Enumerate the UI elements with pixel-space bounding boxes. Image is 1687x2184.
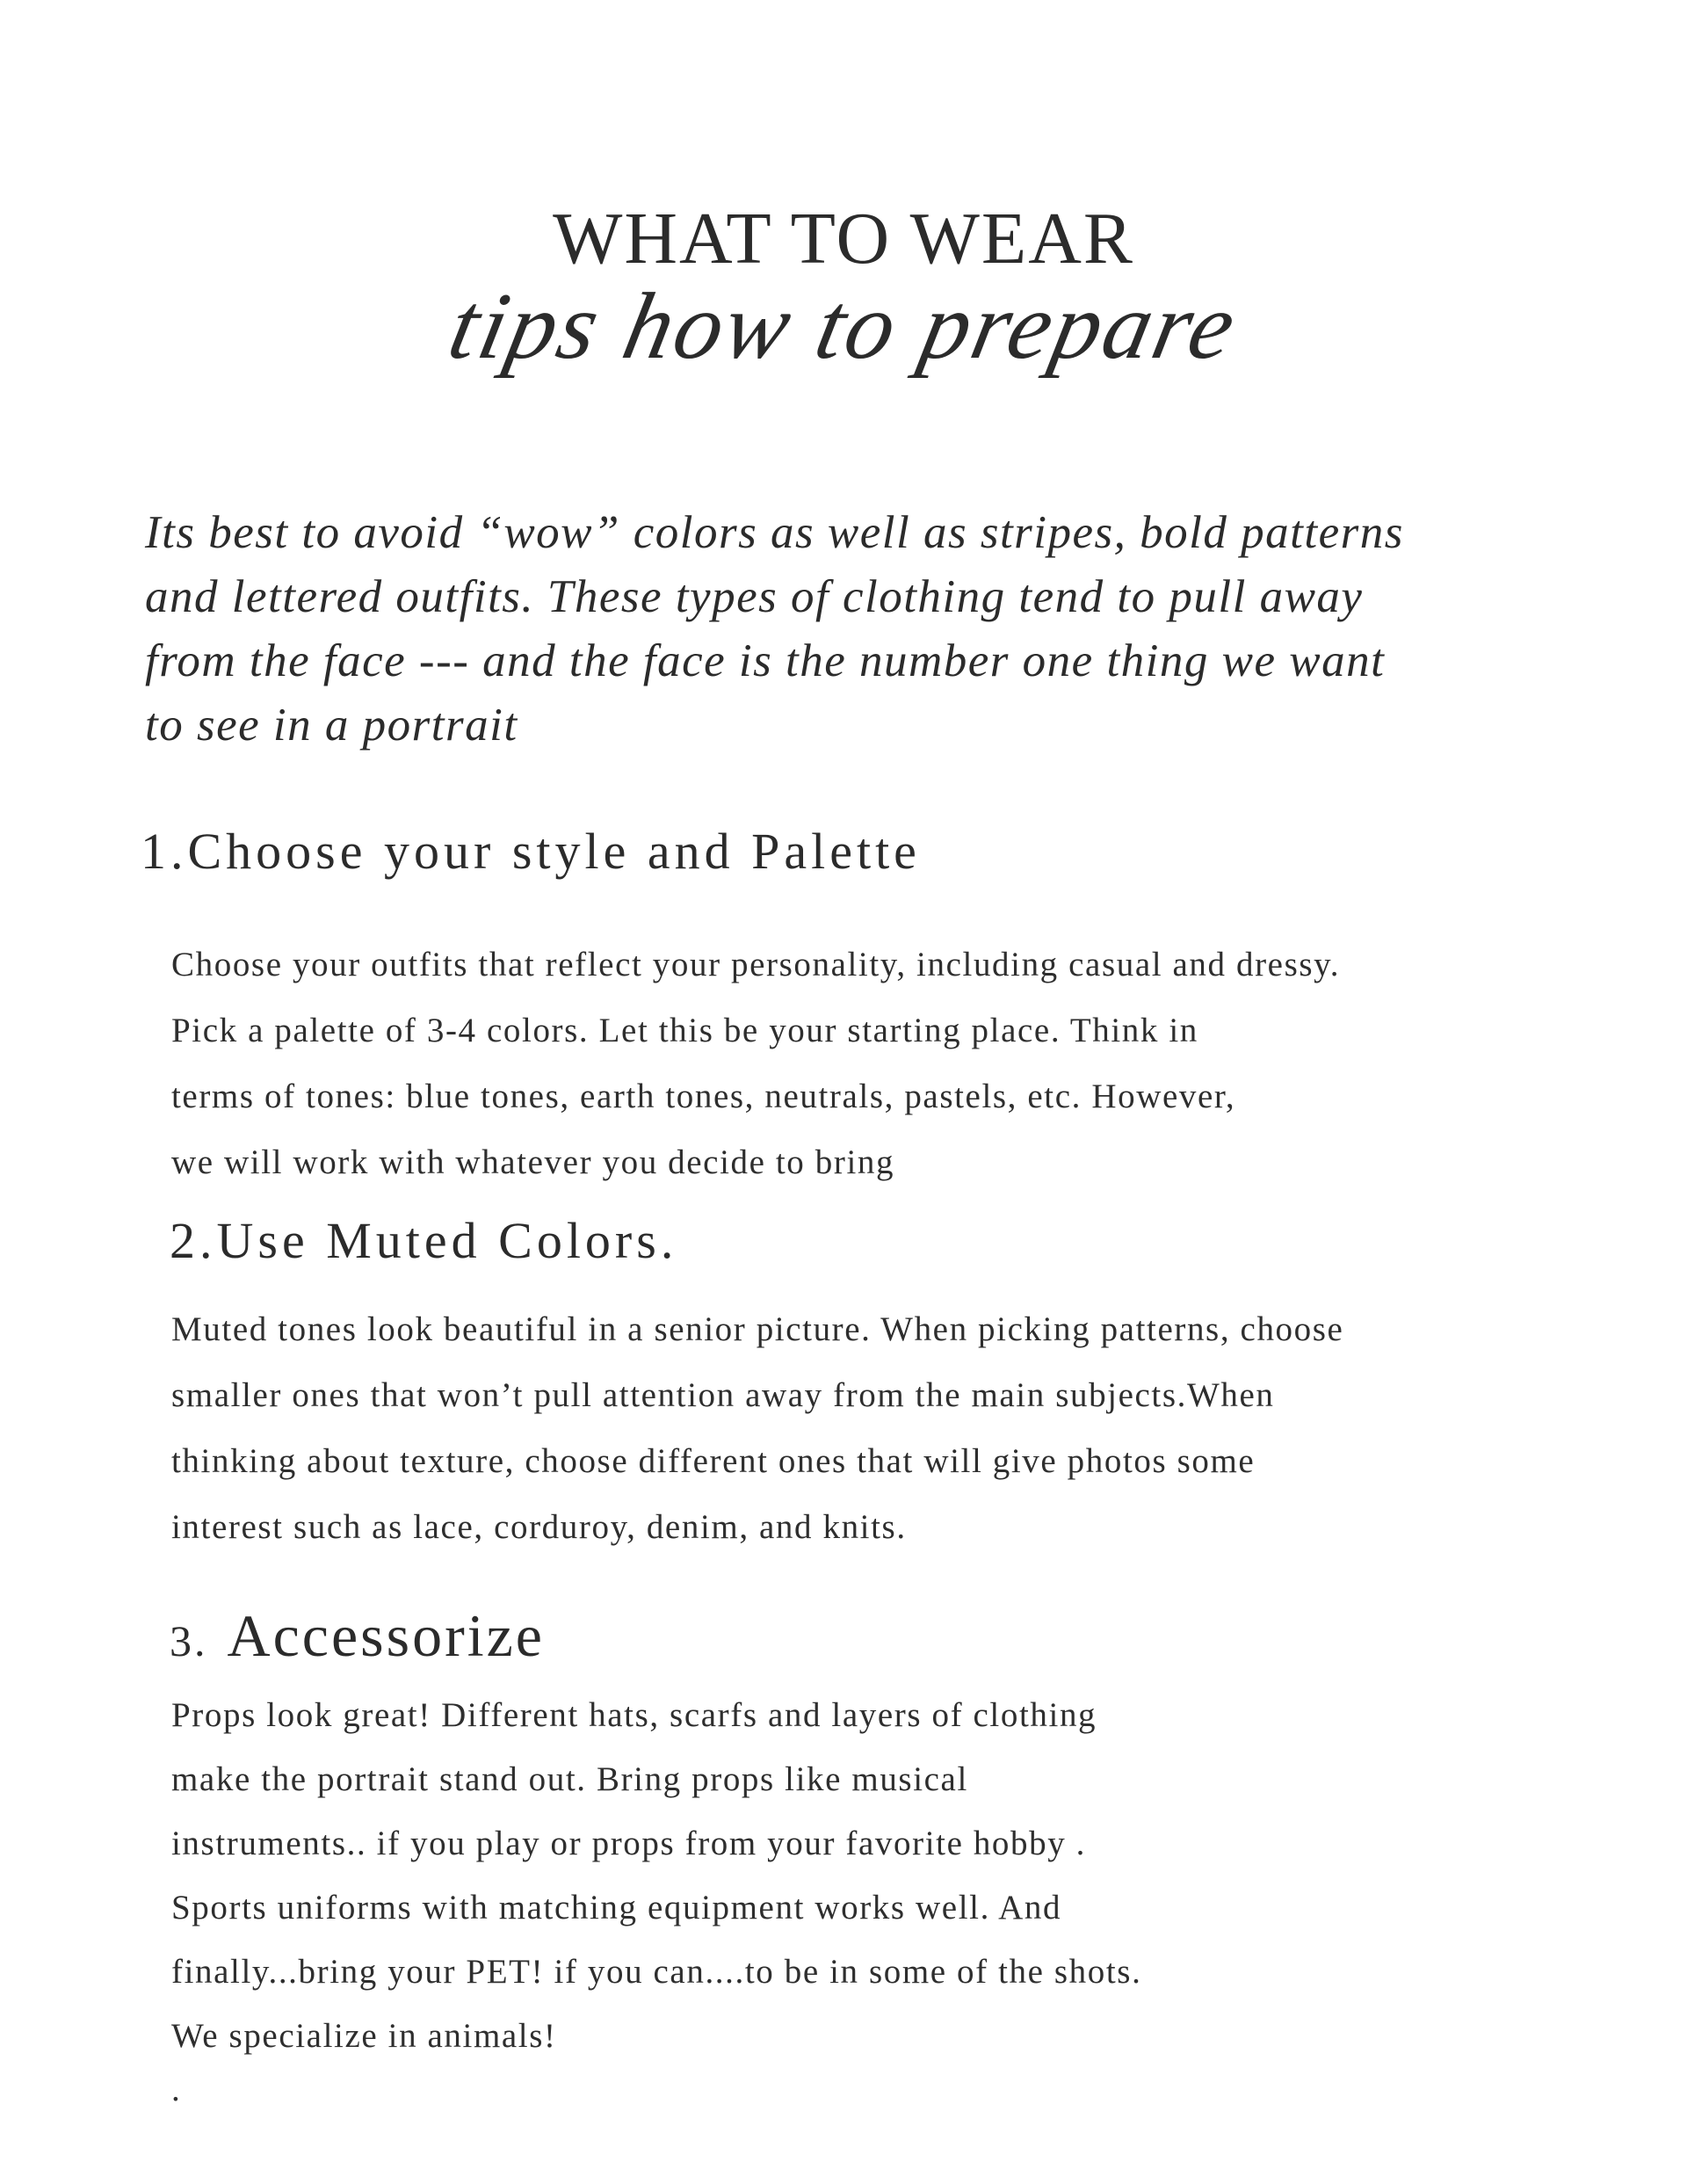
body-line: smaller ones that won’t pull attention away from the main subjects.When xyxy=(171,1376,1275,1414)
body-line: interest such as lace, corduroy, denim, and knits. xyxy=(171,1508,907,1546)
intro-line: from the face --- and the face is the number one thing we want xyxy=(145,635,1386,686)
section-body-accessorize xyxy=(171,1683,1141,2068)
page-subtitle-script: tips how to prepare xyxy=(440,274,1247,379)
section-heading-text: Accessorize xyxy=(227,1602,545,1669)
body-line: terms of tones: blue tones, earth tones, neutrals, pastels, etc. However, xyxy=(171,1077,1236,1115)
body-line: finally...bring your PET! if you can....to be in some of the shots. xyxy=(171,1953,1142,1991)
intro-paragraph xyxy=(145,501,1568,758)
body-line: make the portrait stand out. Bring props like musical xyxy=(171,1760,968,1798)
body-line: We specialize in animals! xyxy=(171,2017,557,2055)
body-line: Pick a palette of 3-4 colors. Let this be your starting place. Think in xyxy=(171,1012,1198,1049)
intro-line: to see in a portrait xyxy=(145,700,518,751)
section-heading-accessorize xyxy=(170,1601,545,1671)
body-line: instruments.. if you play or props from your favorite hobby . xyxy=(171,1825,1087,1862)
section-number: 3. xyxy=(170,1616,208,1665)
body-line: Choose your outfits that reflect your personality, including casual and dressy. xyxy=(171,946,1341,983)
section-body-muted-colors xyxy=(171,1296,1343,1560)
section-heading-style-palette: 1.Choose your style and Palette xyxy=(141,823,921,880)
intro-line: Its best to avoid “wow” colors as well as stripes, bold patterns xyxy=(145,507,1404,558)
intro-line: and lettered outfits. These types of clothing tend to pull away xyxy=(145,571,1364,622)
page-title: WHAT TO WEAR xyxy=(553,198,1134,279)
body-line: we will work with whatever you decide to bring xyxy=(171,1143,895,1181)
body-line: Muted tones look beautiful in a senior picture. When picking patterns, choose xyxy=(171,1310,1344,1348)
body-line: thinking about texture, choose different ones that will give photos some xyxy=(171,1442,1256,1480)
section-body-style-palette xyxy=(171,932,1340,1195)
body-line: Props look great! Different hats, scarfs and layers of clothing xyxy=(171,1696,1097,1734)
section-heading-muted-colors: 2.Use Muted Colors. xyxy=(170,1212,678,1269)
body-line: Sports uniforms with matching equipment works well. And xyxy=(171,1889,1062,1926)
trailing-period: . xyxy=(171,2071,180,2108)
